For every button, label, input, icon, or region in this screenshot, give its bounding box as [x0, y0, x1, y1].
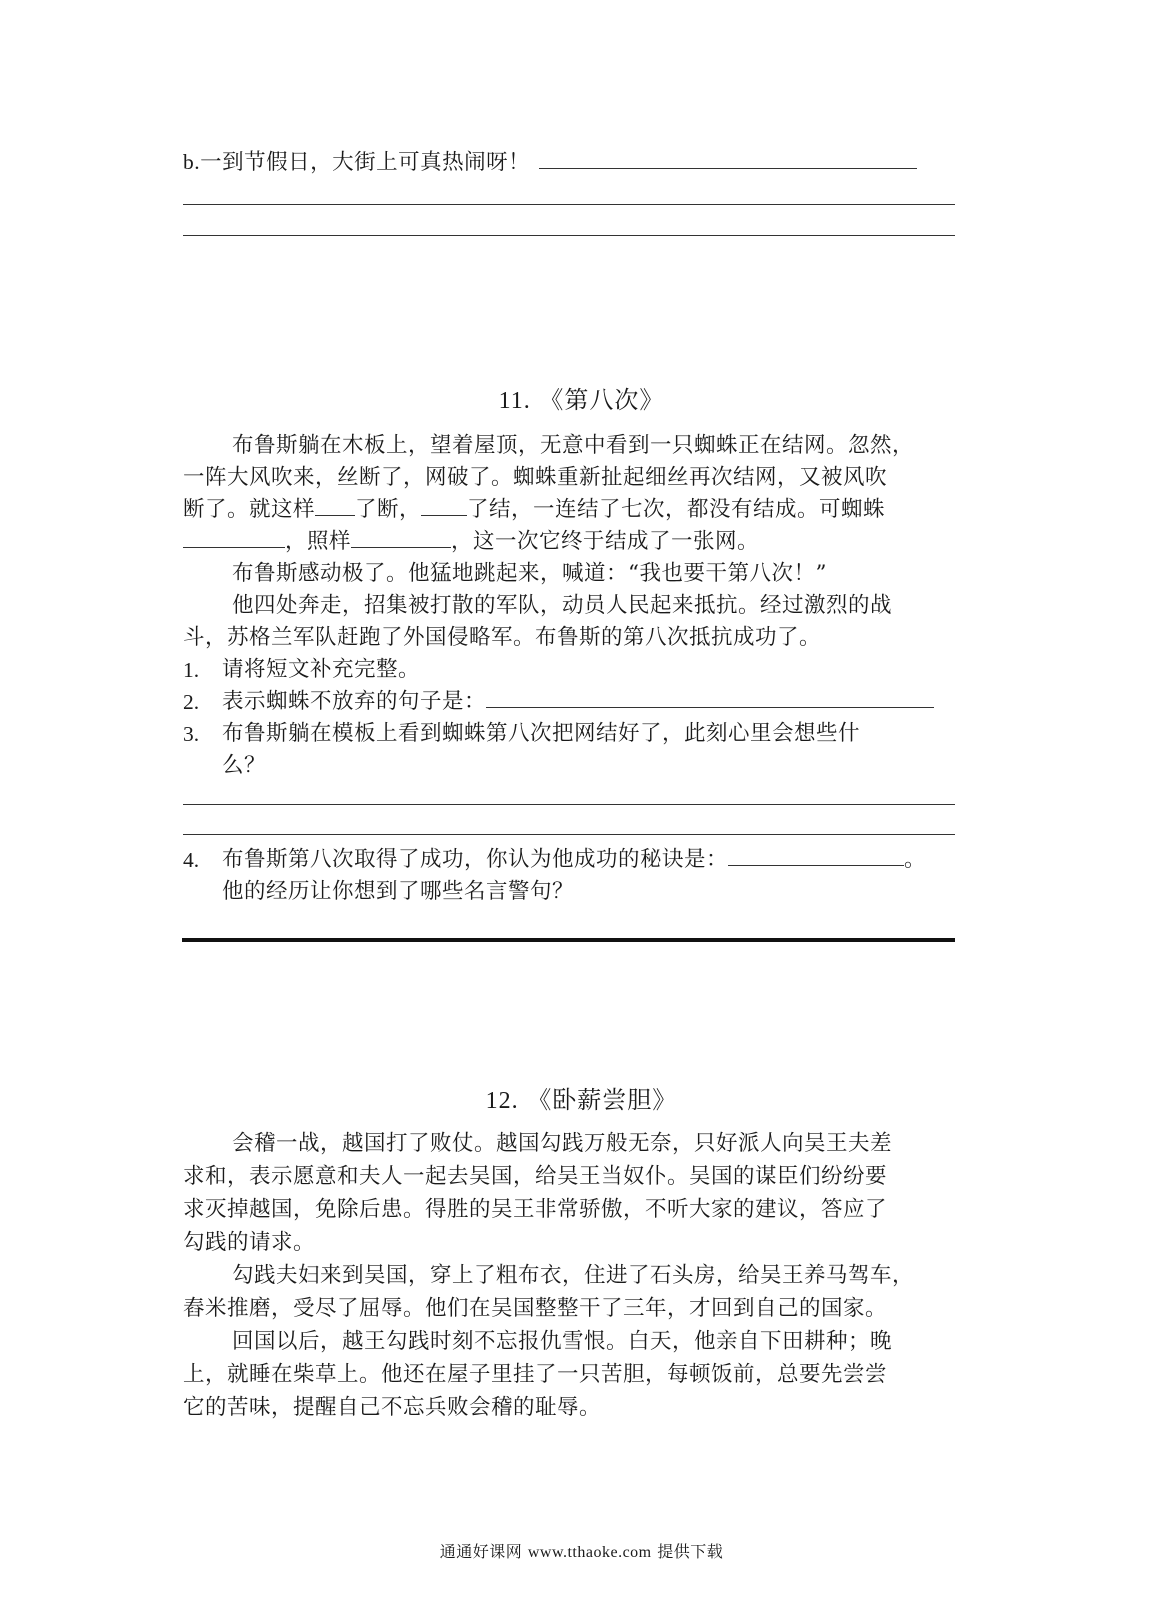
question-number: 1. [183, 658, 200, 682]
item-b-answer-blank[interactable] [539, 148, 917, 169]
fill-blank[interactable] [421, 495, 467, 516]
question-text: 表示蜘蛛不放弃的句子是： [222, 689, 487, 714]
question-text-cont: 么？ [222, 753, 267, 778]
fill-blank[interactable] [315, 495, 355, 516]
section-12-title-text: 《卧薪尝胆》 [527, 1086, 678, 1114]
passage-line-with-blanks [183, 526, 955, 558]
passage-line: 上，就睡在柴草上。他还在屋子里挂了一只苦胆，每顿饭前，总要先尝尝 [183, 1362, 888, 1387]
passage-line-with-blanks [183, 494, 955, 526]
passage-text: 了断， [355, 497, 422, 522]
passage-line: 勾践夫妇来到吴国，穿上了粗布衣，住进了石头房，给吴王养马驾车， [232, 1263, 915, 1288]
section-11-number: 11. [498, 388, 531, 414]
answer-blank[interactable] [486, 687, 934, 708]
passage-line: 布鲁斯感动极了。他猛地跳起来，喊道：“我也要干第八次！” [232, 561, 827, 586]
section-11-title-text: 《第八次》 [539, 386, 665, 414]
section-12-number: 12. [485, 1088, 519, 1114]
question-text: 布鲁斯第八次取得了成功，你认为他成功的秘诀是： [222, 847, 729, 872]
fill-blank[interactable] [183, 527, 285, 548]
passage-text: 断了。就这样 [183, 497, 316, 522]
question-text: 布鲁斯躺在模板上看到蜘蛛第八次把网结好了，此刻心里会想些什 [222, 721, 861, 746]
passage-text: 了结，一连结了七次，都没有结成。可蜘蛛 [467, 497, 886, 522]
item-b-text: 一到节假日，大街上可真热闹呀！ [200, 150, 531, 175]
question-number: 4. [183, 848, 200, 872]
item-b-label: b. [183, 150, 201, 174]
page-footer [0, 1541, 1163, 1564]
footer-url[interactable]: www.tthaoke.com [527, 1544, 652, 1561]
passage-line: 它的苦味，提醒自己不忘兵败会稽的耻辱。 [183, 1395, 602, 1420]
fill-blank[interactable] [351, 527, 451, 548]
answer-line[interactable] [183, 235, 955, 236]
passage-line: 斗，苏格兰军队赶跑了外国侵略军。布鲁斯的第八次抵抗成功了。 [183, 625, 822, 650]
question-line [222, 686, 955, 718]
passage-line: 会稽一战，越国打了败仗。越国勾践万般无奈，只好派人向吴王夫差 [232, 1131, 893, 1156]
question-text: 请将短文补充完整。 [222, 657, 421, 682]
footer-site-name: 通通好课网 [439, 1542, 523, 1561]
passage-text: ，这一次它终于结成了一张网。 [451, 529, 760, 554]
question-number: 2. [183, 690, 200, 714]
answer-line[interactable] [183, 834, 955, 835]
passage-line: 一阵大风吹来，丝断了，网破了。蜘蛛重新扯起细丝再次结网，又被风吹 [183, 465, 888, 490]
section-11-title [0, 382, 1163, 419]
footer-suffix: 提供下载 [657, 1542, 724, 1561]
question-text-end: 。 [904, 847, 927, 872]
passage-line: 勾践的请求。 [183, 1230, 316, 1255]
passage-line: 舂米推磨，受尽了屈辱。他们在吴国整整干了三年，才回到自己的国家。 [183, 1296, 888, 1321]
passage-line: 他四处奔走，招集被打散的军队，动员人民起来抵抗。经过激烈的战 [232, 593, 893, 618]
passage-line: 布鲁斯躺在木板上，望着屋顶，无意中看到一只蜘蛛正在结网。忽然， [232, 433, 915, 458]
answer-line[interactable] [183, 204, 955, 205]
section-divider [182, 938, 955, 942]
passage-text: ，照样 [285, 529, 352, 554]
answer-blank[interactable] [728, 845, 904, 866]
question-text-cont: 他的经历让你想到了哪些名言警句？ [222, 879, 575, 904]
passage-line: 回国以后，越王勾践时刻不忘报仇雪恨。白天，他亲自下田耕种；晚 [232, 1329, 893, 1354]
answer-line[interactable] [183, 804, 955, 805]
section-12-title [0, 1082, 1163, 1119]
passage-line: 求和，表示愿意和夫人一起去吴国，给吴王当奴仆。吴国的谋臣们纷纷要 [183, 1164, 888, 1189]
question-number: 3. [183, 722, 200, 746]
item-b-line [183, 146, 955, 179]
question-line [222, 844, 955, 876]
passage-line: 求灭掉越国，免除后患。得胜的吴王非常骄傲，不听大家的建议，答应了 [183, 1197, 888, 1222]
